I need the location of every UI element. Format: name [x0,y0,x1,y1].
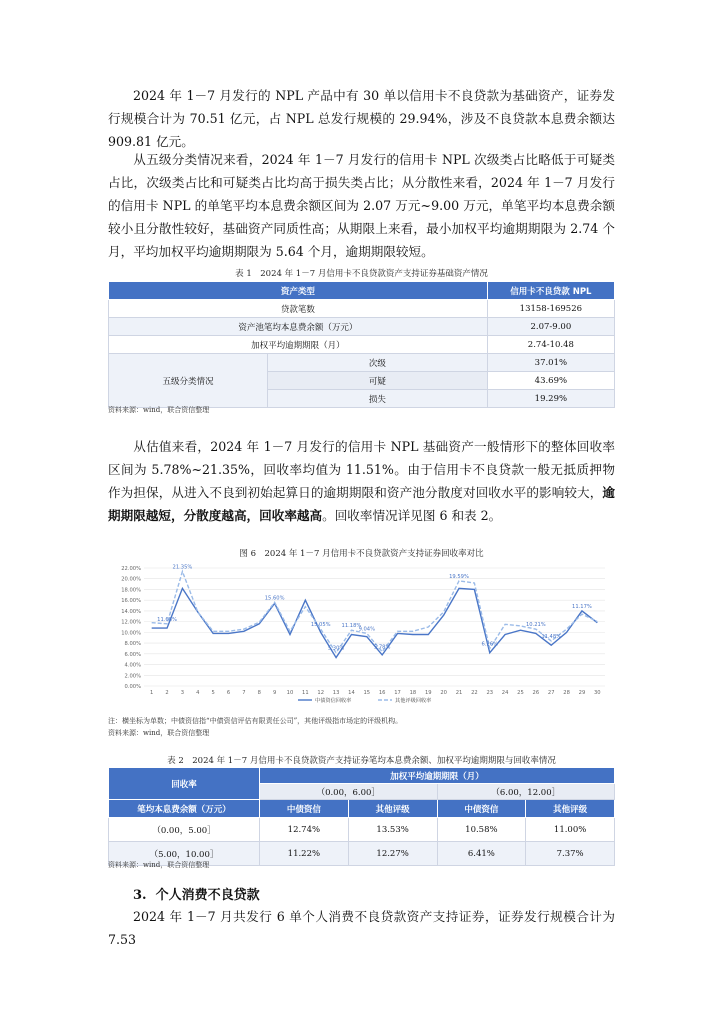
table-row: 加权平均逾期期限（月） 2.74-10.48 [109,336,615,354]
table2-top-header: 加权平均逾期期限（月） [260,768,615,784]
y-tick-label: 20.00% [121,576,141,583]
series-line-other [152,571,598,652]
table1-group-label: 五级分类情况 [109,354,268,408]
x-tick-label: 10 [286,690,294,696]
y-tick-label: 6.00% [124,651,141,658]
x-tick-label: 4 [196,690,200,696]
data-label: 5.78% [373,644,391,651]
table2-source: 资料来源：wind，联合资信整理 [108,861,210,869]
x-tick-label: 6 [226,690,231,696]
x-tick-label: 16 [378,690,386,696]
table2: 回收率 加权平均逾期期限（月） （0.00，6.00］ （6.00，12.00］ 笔均本息费余额（万元） 中债资信 其他评级 中债资信 其他评级 （0.00，5.00］ 12.74% 13.53% 10.58% 11.00% （5.00，10.00］ 11.22% 12.27% 6.41% 7.37% [108,767,615,866]
x-tick-label: 26 [532,690,540,696]
x-tick-label: 30 [594,690,601,696]
data-label: 11.48% [541,633,562,640]
y-tick-label: 10.00% [121,630,141,637]
table2-range-2: （6.00，12.00］ [437,784,615,800]
data-label: 10.21% [525,622,546,629]
paragraph-2: 从五级分类情况来看，2024 年 1－7 月发行的信用卡 NPL 次级类占比略低于可疑类占比，次级类占比和可疑类占比均高于损失类占比；从分散性来看，2024 年 1－7 月发行的信用卡 NPL 的单笔平均本息费余额区间为 2.07 万元~9.00 万元，单笔平均本息费余额较小且分散性较好，基础资产同质性高；从期限上来看，最小加权平均逾期期限为 2.74 个月，平均加权平均逾期期限为 5.64 个月，逾期期限较短。 [108,152,615,259]
table-row: 五级分类情况 次级 37.01% [109,354,615,372]
table1-source: 资料来源：wind，联合资信整理 [108,406,210,414]
table2-row-header: 回收率 [109,768,260,800]
y-tick-label: 2.00% [124,673,141,680]
data-label: 19.59% [449,573,469,580]
table-row: 资产池笔均本息费余额（万元） 2.07-9.00 [109,318,615,336]
table2-range-1: （0.00，6.00］ [260,784,438,800]
data-label: 9.04% [358,626,376,633]
figure6-source: 资料来源：wind，联合资信整理 [108,729,210,737]
x-tick-label: 12 [317,690,325,696]
data-label: 6.26% [481,641,498,648]
x-tick-label: 7 [242,690,246,696]
y-tick-label: 22.00% [121,566,141,572]
data-label: 21.35% [172,564,193,571]
data-label: 5.30% [327,645,345,652]
y-tick-label: 12.00% [121,619,141,626]
table-row: 贷款笔数 13158-169526 [109,300,615,318]
data-label: 15.60% [264,595,285,602]
x-tick-label: 3 [180,690,185,696]
x-tick-label: 18 [409,690,417,696]
table-row: （0.00，5.00］ 12.74% 13.53% 10.58% 11.00% [109,818,615,842]
x-tick-label: 20 [440,690,447,696]
table1 [108,281,615,408]
y-tick-label: 14.00% [121,608,141,615]
table-row: 损失 19.29% [109,390,615,408]
x-tick-label: 15 [363,690,371,696]
legend-label: 其他评级回收率 [395,698,432,704]
y-tick-label: 4.00% [124,662,141,669]
table2-sub-left: 笔均本息费余额（万元） [109,800,260,818]
x-tick-label: 25 [517,690,524,696]
data-label: 11.18% [341,623,362,630]
table-row: 可疑 43.69% [109,372,615,390]
x-tick-label: 11 [302,690,309,696]
y-tick-label: 8.00% [124,641,141,648]
x-tick-label: 21 [455,690,463,696]
x-tick-label: 28 [563,690,570,696]
paragraph-1: 2024 年 1－7 月发行的 NPL 产品中有 30 单以信用卡不良贷款为基础资产，证券发行规模合计为 70.51 亿元，占 NPL 总发行规模的 29.94%，涉及不良贷款本息费余额达 909.81 亿元。 [108,88,615,149]
x-tick-label: 1 [150,690,154,696]
x-tick-label: 8 [257,690,261,696]
table1-caption: 表 1 2024 年 1－7 月信用卡不良贷款资产支持证券基础资产情况 [235,269,488,279]
x-tick-label: 2 [165,690,169,696]
x-tick-label: 29 [578,690,586,696]
figure6-note: 注：横坐标为单数；中债资信指“中债资信评估有限责任公司”，其他评级指市场定的评级机构。 [108,717,403,725]
x-tick-label: 23 [486,690,494,696]
x-tick-label: 27 [547,690,555,696]
x-tick-label: 5 [211,690,215,696]
x-tick-label: 17 [394,690,401,696]
x-tick-label: 19 [424,690,432,696]
x-tick-label: 24 [501,690,509,696]
y-tick-label: 16.00% [121,598,141,605]
data-label: 11.17% [572,603,592,610]
recovery-rate-chart [108,562,615,707]
table2-caption: 表 2 2024 年 1－7 月信用卡不良贷款资产支持证券笔均本息费余额、加权平均逾期期限与回收率情况 [167,756,556,766]
x-tick-label: 22 [471,690,478,696]
x-tick-label: 9 [272,690,277,696]
figure6-caption: 图 6 2024 年 1－7 月信用卡不良贷款资产支持证券回收率对比 [239,549,484,559]
paragraph-3: 从估值来看，2024 年 1－7 月发行的信用卡 NPL 基础资产一般情形下的整体回收率区间为 5.78%~21.35%，回收率均值为 11.51%。由于信用卡不良贷款一般无抵质押物作为担保，从进入不良到初始起算日的逾期期限和资产池分散度对回收水平的影响较大，逾期期限越短，分散度越高，回收率越高。回收率情况详见图 6 和表 2。 [108,439,615,523]
table1-header-npl: 信用卡不良贷款 NPL [487,282,614,300]
x-tick-label: 13 [332,690,340,696]
section-heading: 3. 个人消费不良贷款 [133,888,260,903]
x-tick-label: 14 [348,690,355,696]
legend-label: 中债资信回收率 [315,698,352,704]
data-label: 11.68% [157,616,177,623]
table1-header-type: 资产类型 [109,282,488,300]
y-tick-label: 18.00% [121,587,141,594]
paragraph-4: 2024 年 1－7 月共发行 6 单个人消费不良贷款资产支持证券，证券发行规模合计为 7.53 [108,909,615,947]
y-tick-label: 0.00% [124,684,141,690]
data-label: 15.05% [310,622,331,629]
table-row: （5.00，10.00］ 11.22% 12.27% 6.41% 7.37% [109,842,615,866]
